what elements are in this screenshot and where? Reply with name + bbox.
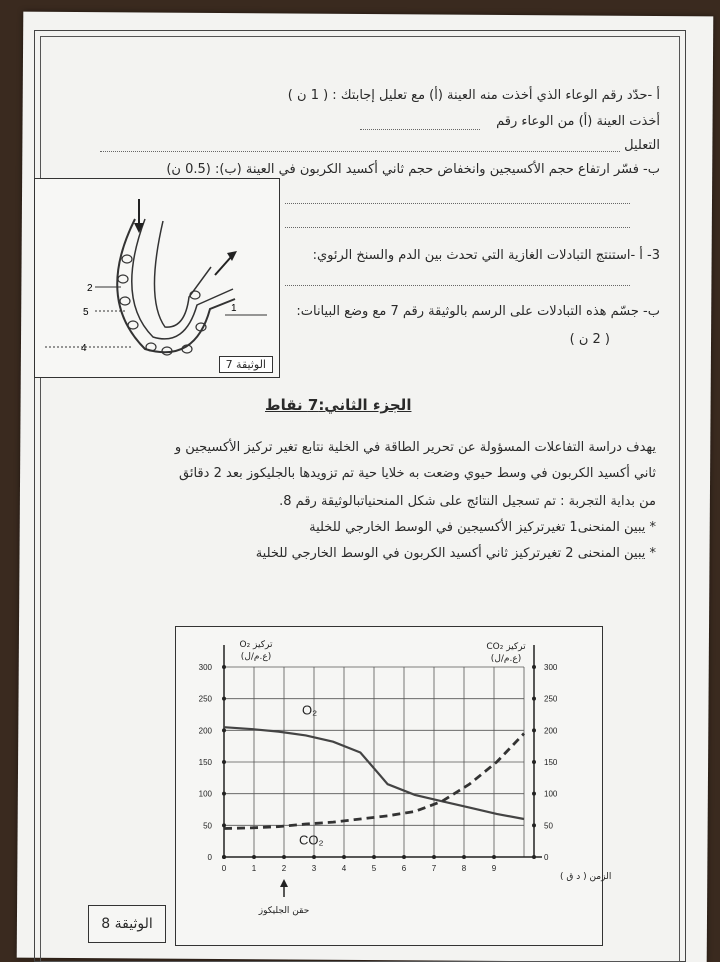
injection-arrowhead xyxy=(280,879,288,887)
svg-text:4: 4 xyxy=(81,343,87,354)
x-tick-dot xyxy=(282,855,286,859)
x-axis-label: الزمن ( د ق ) xyxy=(560,872,611,882)
figure-7-label: الوثيقة 7 xyxy=(219,356,273,373)
x-tick-dot xyxy=(402,855,406,859)
paragraph-line-2: ثاني أكسيد الكربون في وسط حيوي وضعت به خلايا حية تم تزويدها بالجليكوز بعد 2 دقائق xyxy=(179,466,656,481)
part-2-title: الجزء الثاني:7 نقاط xyxy=(265,396,411,414)
answer-dots xyxy=(285,284,630,286)
question-3a: 3- أ -استنتج التبادلات الغازية التي تحدث بين الدم والسنخ الرئوي: xyxy=(313,248,660,263)
x-tick-label: 5 xyxy=(372,864,377,873)
answer-line-vessel: أخذت العينة (أ) من الوعاء رقم xyxy=(496,114,660,129)
bullet-curve-2: * يبين المنحنى 2 تغيرتركيز ثاني أكسيد الكربون في الوسط الخارجي للخلية xyxy=(256,546,656,561)
y-tick-label-right: 200 xyxy=(544,726,558,735)
y-axis-left-label: تركيز O₂ xyxy=(239,640,272,650)
answer-dots xyxy=(285,226,630,228)
y-tick-right-dot xyxy=(532,760,536,764)
paragraph-line-1: يهدف دراسة التفاعلات المسؤولة عن تحرير الطاقة في الخلية نتابع تغير تركيز الأكسيجين و xyxy=(175,440,656,455)
y-tick-label-right: 0 xyxy=(544,853,549,862)
y-tick-right-dot xyxy=(532,728,536,732)
y-tick-label-left: 50 xyxy=(203,821,212,830)
x-tick-dot xyxy=(252,855,256,859)
svg-text:1: 1 xyxy=(231,303,237,314)
y-axis-right-unit: (ع.م/ل) xyxy=(491,654,521,664)
question-b: ب- فسّر ارتفاع حجم الأكسيجين وانخفاض حجم ثاني أكسيد الكربون في العينة (ب): (0.5 ن) xyxy=(166,162,660,177)
y-tick-left-dot xyxy=(222,697,226,701)
y-tick-label-right: 300 xyxy=(544,663,558,672)
y-axis-left-unit: (ع.م/ل) xyxy=(241,652,271,662)
x-tick-dot xyxy=(372,855,376,859)
figure-8-label: الوثيقة 8 xyxy=(88,905,166,943)
y-tick-label-left: 200 xyxy=(199,726,213,735)
x-tick-label: 0 xyxy=(222,864,227,873)
gas-concentration-chart xyxy=(176,627,602,945)
answer-line-justification: التعليل xyxy=(624,138,660,153)
x-tick-label: 7 xyxy=(432,864,437,873)
figure-7-alveolus xyxy=(34,178,280,378)
x-tick-dot xyxy=(492,855,496,859)
x-tick-label: 6 xyxy=(402,864,407,873)
answer-dots xyxy=(285,202,630,204)
x-tick-label: 2 xyxy=(282,864,287,873)
x-tick-label: 4 xyxy=(342,864,347,873)
x-tick-dot xyxy=(462,855,466,859)
svg-text:5: 5 xyxy=(83,307,89,318)
y-tick-right-dot xyxy=(532,792,536,796)
y-tick-label-left: 150 xyxy=(199,758,213,767)
y-tick-right-dot xyxy=(532,665,536,669)
y-tick-label-left: 250 xyxy=(199,695,213,704)
answer-dots xyxy=(360,128,480,130)
answer-dots xyxy=(100,150,620,152)
co2-series-label: CO₂ xyxy=(299,832,324,847)
y-tick-label-left: 300 xyxy=(199,663,213,672)
paragraph-line-3: من بداية التجربة : تم تسجيل النتائج على شكل المنحنياتبالوثيقة رقم 8. xyxy=(279,494,656,509)
y-axis-right-label: تركيز CO₂ xyxy=(486,642,526,652)
question-3b: ب- جسّم هذه التبادلات على الرسم بالوثيقة رقم 7 مع وضع البيانات: xyxy=(296,304,660,319)
x-tick-dot xyxy=(432,855,436,859)
y-tick-right-dot xyxy=(532,855,536,859)
question-3b-score: ( 2 ن ) xyxy=(570,332,610,347)
question-a: أ -حدّد رقم الوعاء الذي أخذت منه العينة (أ) مع تعليل إجابتك : ( 1 ن ) xyxy=(288,88,660,103)
y-tick-label-left: 0 xyxy=(208,853,213,862)
y-tick-right-dot xyxy=(532,697,536,701)
y-tick-label-right: 150 xyxy=(544,758,558,767)
alveolus-diagram xyxy=(35,179,279,377)
x-tick-dot xyxy=(342,855,346,859)
x-tick-label: 8 xyxy=(462,864,467,873)
bullet-curve-1: * يبين المنحنى1 تغيرتركيز الأكسيجين في الوسط الخارجي للخلية xyxy=(309,520,656,535)
svg-text:2: 2 xyxy=(87,283,93,294)
y-tick-left-dot xyxy=(222,823,226,827)
y-tick-left-dot xyxy=(222,792,226,796)
y-tick-left-dot xyxy=(222,760,226,764)
o2-series-label: O₂ xyxy=(302,703,317,718)
x-tick-label: 1 xyxy=(252,864,257,873)
x-tick-dot xyxy=(312,855,316,859)
y-tick-label-right: 100 xyxy=(544,790,558,799)
y-tick-left-dot xyxy=(222,728,226,732)
y-tick-label-right: 50 xyxy=(544,821,553,830)
y-tick-label-right: 250 xyxy=(544,695,558,704)
y-tick-label-left: 100 xyxy=(199,790,213,799)
x-tick-label: 3 xyxy=(312,864,317,873)
y-tick-right-dot xyxy=(532,823,536,827)
injection-label: حقن الجليكوز xyxy=(258,906,310,916)
figure-8-chart xyxy=(175,626,603,946)
y-tick-left-dot xyxy=(222,665,226,669)
x-tick-dot xyxy=(222,855,226,859)
x-tick-label: 9 xyxy=(492,864,497,873)
